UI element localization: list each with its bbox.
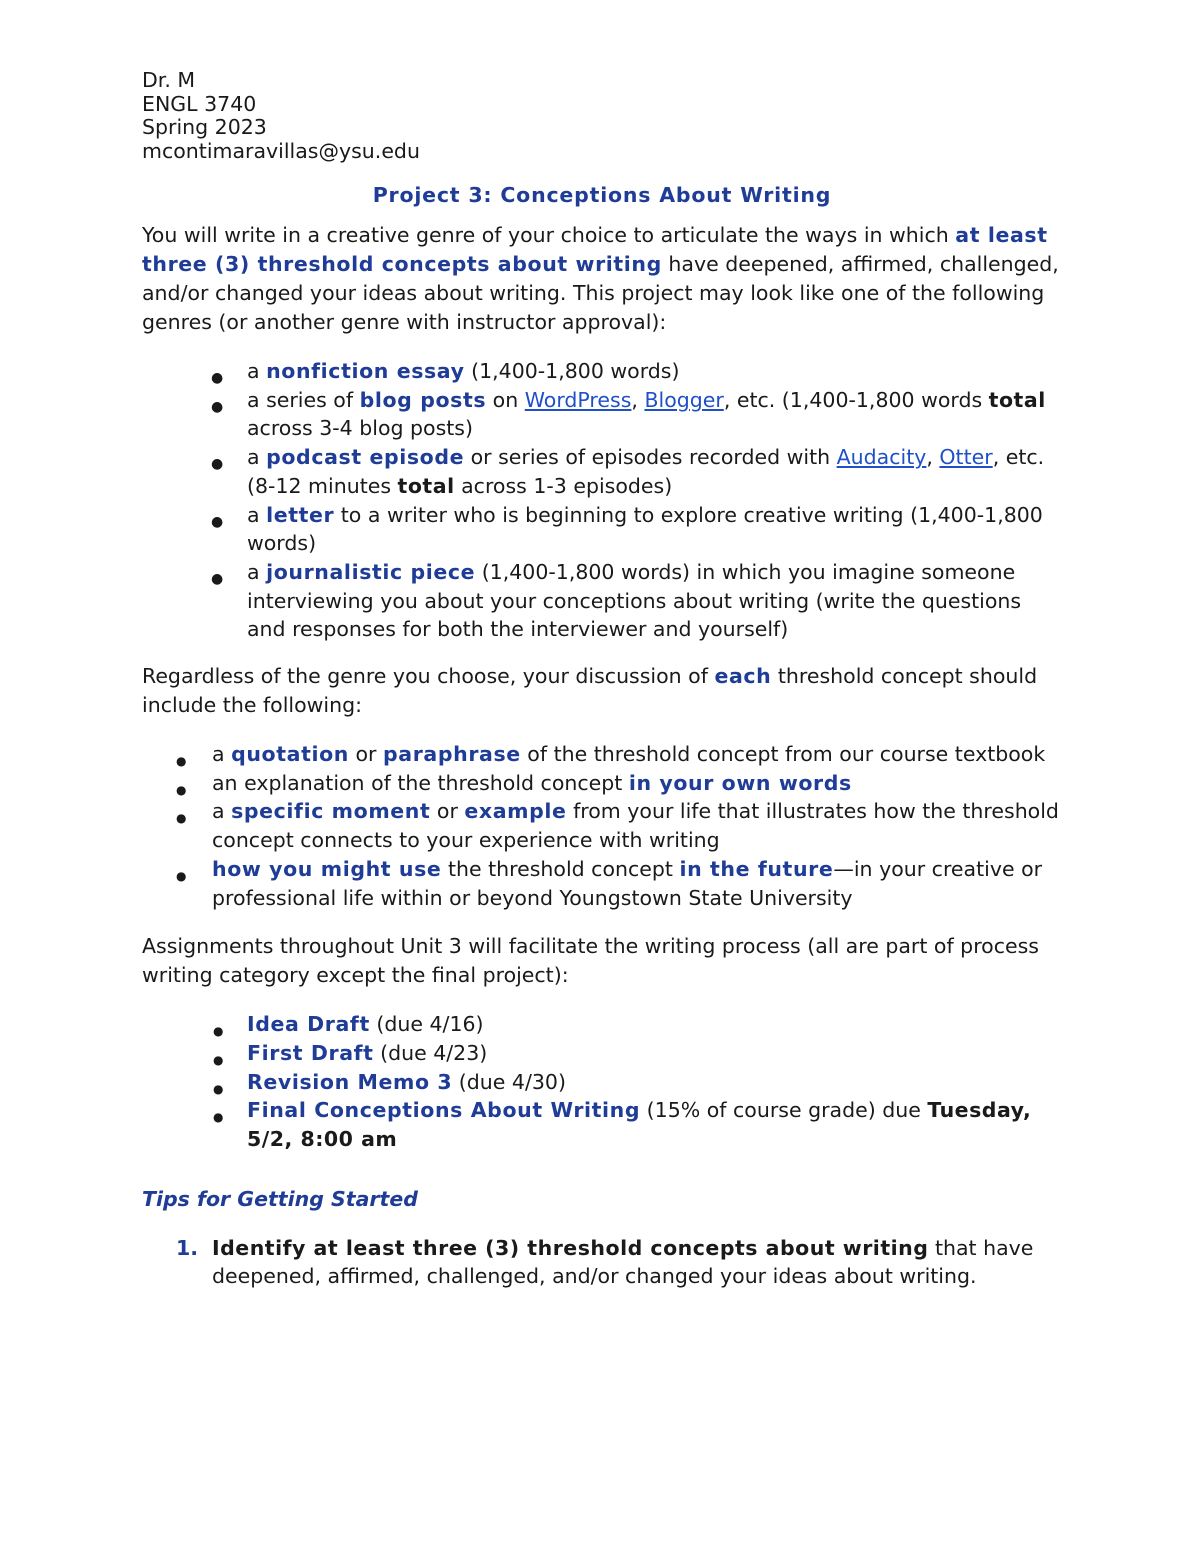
wordpress-link[interactable]: WordPress — [524, 387, 632, 412]
requirement-text: from your life that illustrates how the threshold concept connects to your experience with writing — [212, 799, 1059, 853]
assignment-item — [142, 1039, 1062, 1068]
intro-text-1: You will write in a creative genre of your choice to articulate the ways in which — [142, 223, 956, 247]
requirement-item — [142, 740, 1062, 769]
assignment-name: First Draft — [247, 1040, 374, 1065]
otter-link[interactable]: Otter — [939, 445, 993, 470]
audacity-link[interactable]: Audacity — [836, 445, 927, 470]
requirement-emphasis: how you might use — [212, 856, 442, 881]
assignment-item — [142, 1068, 1062, 1097]
requirements-intro-emphasis: each — [714, 664, 772, 689]
assignments-list — [142, 1010, 1062, 1154]
requirements-intro-text: Regardless of the genre you choose, your discussion of — [142, 664, 715, 689]
genre-text: a — [247, 502, 267, 527]
tip-text: that have deepened, affirmed, challenged, and/or changed your ideas about writing. — [212, 1235, 1034, 1289]
genre-text: (1,400-1,800 words) — [464, 359, 680, 383]
genre-text: , — [631, 387, 645, 412]
assignment-item — [142, 1010, 1062, 1039]
assignment-detail: (due 4/30) — [452, 1069, 566, 1094]
genre-item-essay — [142, 357, 1062, 386]
genre-name: nonfiction essay — [266, 359, 465, 383]
genre-text: across 1-3 episodes) — [454, 473, 673, 498]
requirement-text: or — [430, 799, 465, 824]
genre-total: total — [397, 473, 455, 498]
requirement-text: of the threshold concept from our course textbook — [520, 742, 1046, 767]
bullet-icon: ● — [211, 398, 224, 415]
genre-text: a — [247, 445, 267, 470]
instructor-name: Dr. M — [142, 68, 196, 92]
requirement-emphasis: specific moment — [231, 799, 431, 824]
genre-item-blog — [142, 386, 1062, 443]
intro-paragraph — [142, 221, 1062, 337]
intro-text-2: have deepened, affirmed, challenged, and/or changed your ideas about writing. This project may look like one of the following genres (or another genre with instructor approval): — [142, 252, 1059, 334]
genre-text: a — [247, 559, 267, 584]
project-title: Project 3: Conceptions About Writing — [372, 183, 832, 207]
requirement-text: a — [212, 799, 232, 824]
bullet-icon: ● — [176, 868, 187, 883]
requirement-text: an explanation of the threshold concept — [212, 770, 629, 795]
bullet-icon: ● — [211, 570, 224, 587]
assignment-detail: (15% of course grade) due — [640, 1098, 928, 1123]
blogger-link[interactable]: Blogger — [644, 387, 724, 412]
bullet-icon: ● — [211, 456, 224, 473]
tips-list — [142, 1234, 1062, 1291]
assignments-intro: Assignments throughout Unit 3 will facilitate the writing process (all are part of process writing category except the final project): — [142, 934, 1039, 988]
document-content — [142, 69, 1062, 1291]
genre-text: , etc. (8-12 minutes — [247, 445, 1045, 498]
assignment-due-date: Tuesday, 5/2, 8:00 am — [247, 1098, 1032, 1152]
intro-emphasis: at least three (3) threshold concepts about writing — [142, 223, 1048, 276]
bullet-icon: ● — [213, 1081, 224, 1096]
requirement-text: a — [212, 742, 232, 767]
genre-text: , — [926, 445, 940, 470]
assignment-name: Revision Memo 3 — [247, 1069, 453, 1094]
genre-name: letter — [266, 502, 335, 527]
genre-name: journalistic piece — [266, 559, 476, 584]
genre-text: or series of episodes recorded with — [464, 445, 837, 470]
requirement-text: —in your creative or professional life within or beyond Youngstown State University — [212, 856, 1043, 910]
requirements-intro — [142, 662, 1062, 720]
genre-item-letter — [142, 501, 1062, 558]
tip-item — [142, 1234, 1062, 1291]
requirement-text: or — [348, 742, 383, 767]
bullet-icon: ● — [176, 782, 187, 797]
genre-total: total — [988, 387, 1046, 412]
genre-text: across 3-4 blog posts) — [247, 416, 473, 441]
instructor-email: mcontimaravillas@ysu.edu — [142, 138, 420, 163]
genre-text: (1,400-1,800 words) in which you imagine someone interviewing you about your conceptions about writing (write the questions and responses for both the interviewer and yourself) — [247, 559, 1022, 642]
document-header — [142, 69, 1062, 163]
requirement-emphasis: in the future — [679, 856, 834, 881]
tip-number: 1. — [176, 1235, 199, 1260]
bullet-icon: ● — [213, 1024, 224, 1039]
genre-name: blog posts — [359, 387, 487, 412]
bullet-icon: ● — [176, 811, 187, 826]
requirement-item — [142, 855, 1062, 912]
assignment-item — [142, 1096, 1062, 1153]
genre-item-podcast — [142, 443, 1062, 500]
requirements-intro-text: threshold concept should include the following: — [142, 664, 1038, 718]
tips-heading: Tips for Getting Started — [142, 1186, 418, 1211]
requirement-emphasis: example — [464, 799, 567, 824]
genre-text: a series of — [247, 387, 360, 412]
genre-text: a — [247, 359, 267, 383]
course-code: ENGL 3740 — [142, 91, 257, 116]
requirements-list — [142, 740, 1062, 912]
requirement-emphasis: in your own words — [628, 770, 852, 795]
genre-name: podcast episode — [266, 445, 465, 470]
bullet-icon: ● — [211, 513, 224, 530]
requirement-text: the threshold concept — [441, 856, 680, 881]
genre-text: on — [486, 387, 525, 412]
bullet-icon: ● — [176, 754, 187, 769]
tip-bold: Identify at least three (3) threshold concepts about writing — [212, 1235, 929, 1260]
bullet-icon: ● — [211, 370, 224, 386]
genre-text: to a writer who is beginning to explore creative writing (1,400-1,800 words) — [247, 502, 1043, 556]
term: Spring 2023 — [142, 115, 267, 139]
assignment-detail: (due 4/23) — [373, 1040, 488, 1065]
assignment-name: Idea Draft — [247, 1012, 370, 1037]
genre-list — [142, 357, 1062, 644]
bullet-icon: ● — [213, 1052, 224, 1067]
genre-item-journalistic — [142, 558, 1062, 644]
assignment-detail: (due 4/16) — [369, 1012, 484, 1037]
requirement-emphasis: quotation — [231, 742, 349, 767]
assignment-name: Final Conceptions About Writing — [247, 1098, 641, 1123]
requirement-item — [142, 797, 1062, 854]
requirement-emphasis: paraphrase — [383, 742, 521, 767]
genre-text: , etc. (1,400-1,800 words — [723, 387, 989, 412]
requirement-item — [142, 769, 1062, 798]
bullet-icon: ● — [213, 1110, 224, 1125]
